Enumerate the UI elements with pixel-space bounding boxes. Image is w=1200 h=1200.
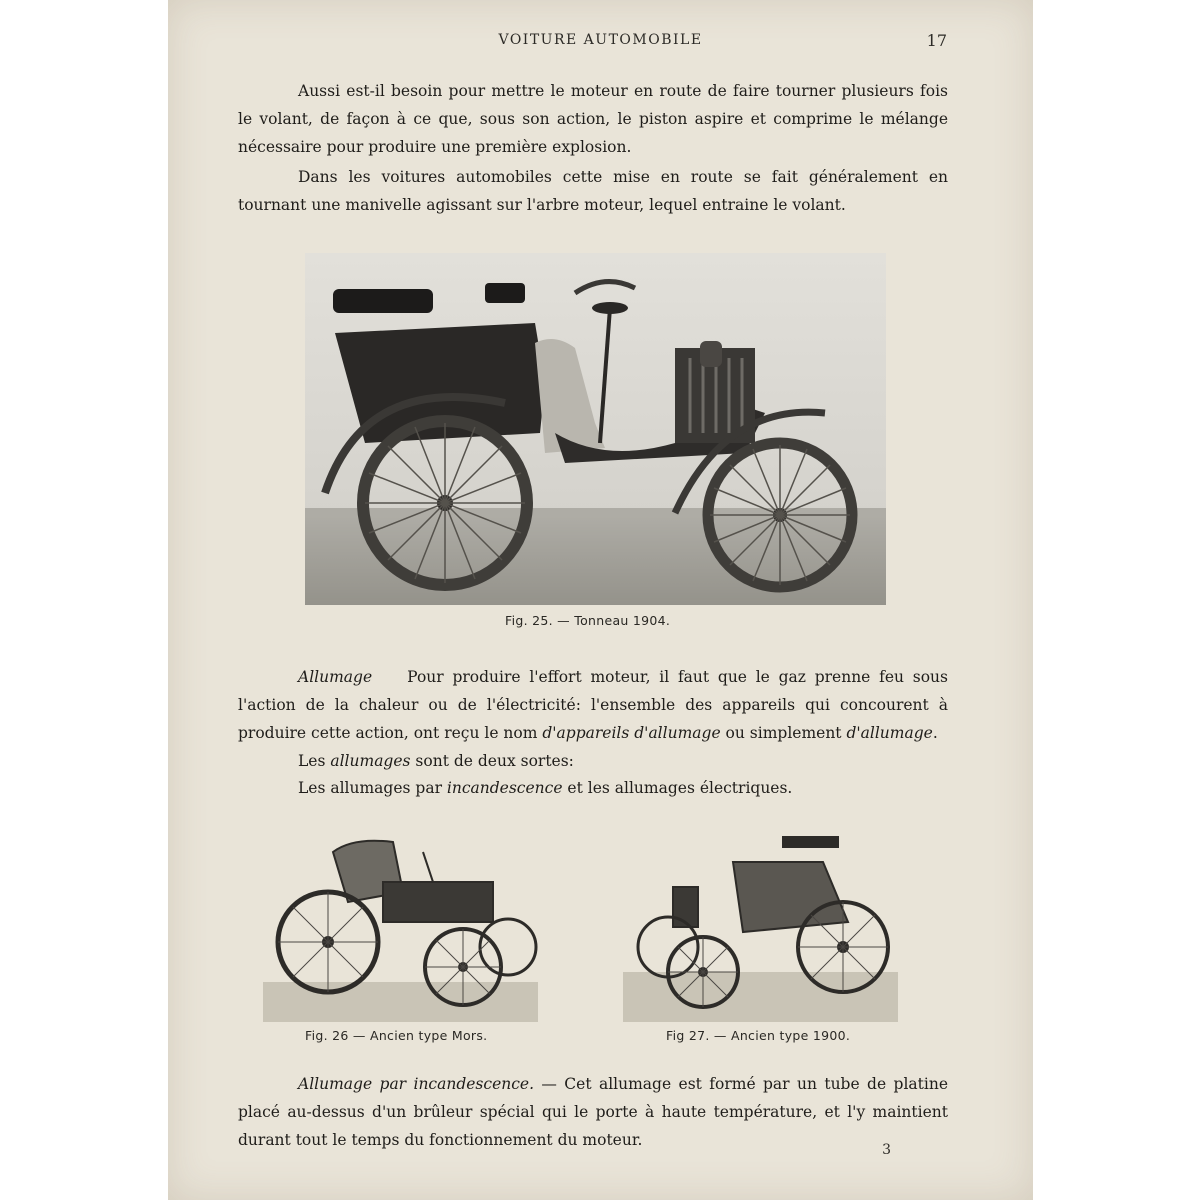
page-number: 17 (926, 31, 947, 50)
paragraph-3-italic-2: d'allumage (846, 724, 933, 742)
footer-page-number: 3 (882, 1142, 891, 1158)
figure-25-photo (305, 253, 886, 605)
figure-26-engraving (263, 832, 538, 1022)
paragraph-5-text-2: et les allumages électriques. (562, 779, 793, 797)
paragraph-1 (238, 77, 948, 161)
paragraph-3-text-3: . (932, 724, 938, 742)
paragraph-1-text: Aussi est-il besoin pour mettre le moteur en route de faire tourner plusieurs fois le volant, de façon à ce que, sous son action, le piston aspire et comprime le mélange nécessaire pour produire une première explosion. (238, 82, 948, 156)
paragraph-4-text-1: Les (298, 752, 331, 770)
paragraph-4 (238, 747, 948, 775)
figure-27-caption: Fig 27. — Ancien type 1900. (666, 1028, 851, 1043)
paragraph-5-italic: incandescence (446, 779, 563, 797)
figure-26-caption: Fig. 26 — Ancien type Mors. (305, 1028, 488, 1043)
front-wheel-icon (708, 443, 852, 587)
paragraph-2-text: Dans les voitures automobiles cette mise en route se fait généralement en tournant une manivelle agissant sur l'arbre moteur, lequel entraine le volant. (238, 168, 948, 214)
mors-car-illustration (263, 832, 538, 1022)
figure-27-engraving (623, 832, 898, 1024)
paragraph-4-text-2: sont de deux sortes: (410, 752, 574, 770)
paragraph-5-text-1: Les allumages par (298, 779, 447, 797)
paragraph-3-text-2: ou simplement (720, 724, 847, 742)
paragraph-2 (238, 163, 948, 219)
rear-wheel-icon (363, 421, 527, 585)
paragraph-4-italic: allumages (330, 752, 411, 770)
paragraph-3-lead: Allumage (298, 668, 373, 686)
paragraph-3-text-1: Pour produire l'effort moteur, il faut que le gaz prenne feu sous l'action de la chaleur ou de l'électricité: l'ensemble des appareils qui concourent à produire cette action, ont reçu le nom (238, 668, 948, 742)
paragraph-6 (238, 1070, 948, 1154)
type-1900-car-illustration (623, 832, 898, 1024)
running-title: VOITURE AUTOMOBILE (498, 32, 703, 48)
paragraph-6-lead: Allumage par incandescence. (298, 1075, 534, 1093)
paragraph-6-text: — Cet allumage est formé par un tube de platine placé au-dessus d'un brûleur spécial qui le porte à haute température, et l'y maintient durant tout le temps du fonctionnement du moteur. (238, 1075, 948, 1149)
paragraph-3 (238, 663, 948, 747)
paragraph-5 (238, 774, 948, 802)
paragraph-3-italic-1: d'appareils d'allumage (542, 724, 721, 742)
tonneau-car-illustration (305, 253, 886, 605)
figure-25-caption: Fig. 25. — Tonneau 1904. (505, 613, 671, 628)
book-page (168, 0, 1033, 1200)
